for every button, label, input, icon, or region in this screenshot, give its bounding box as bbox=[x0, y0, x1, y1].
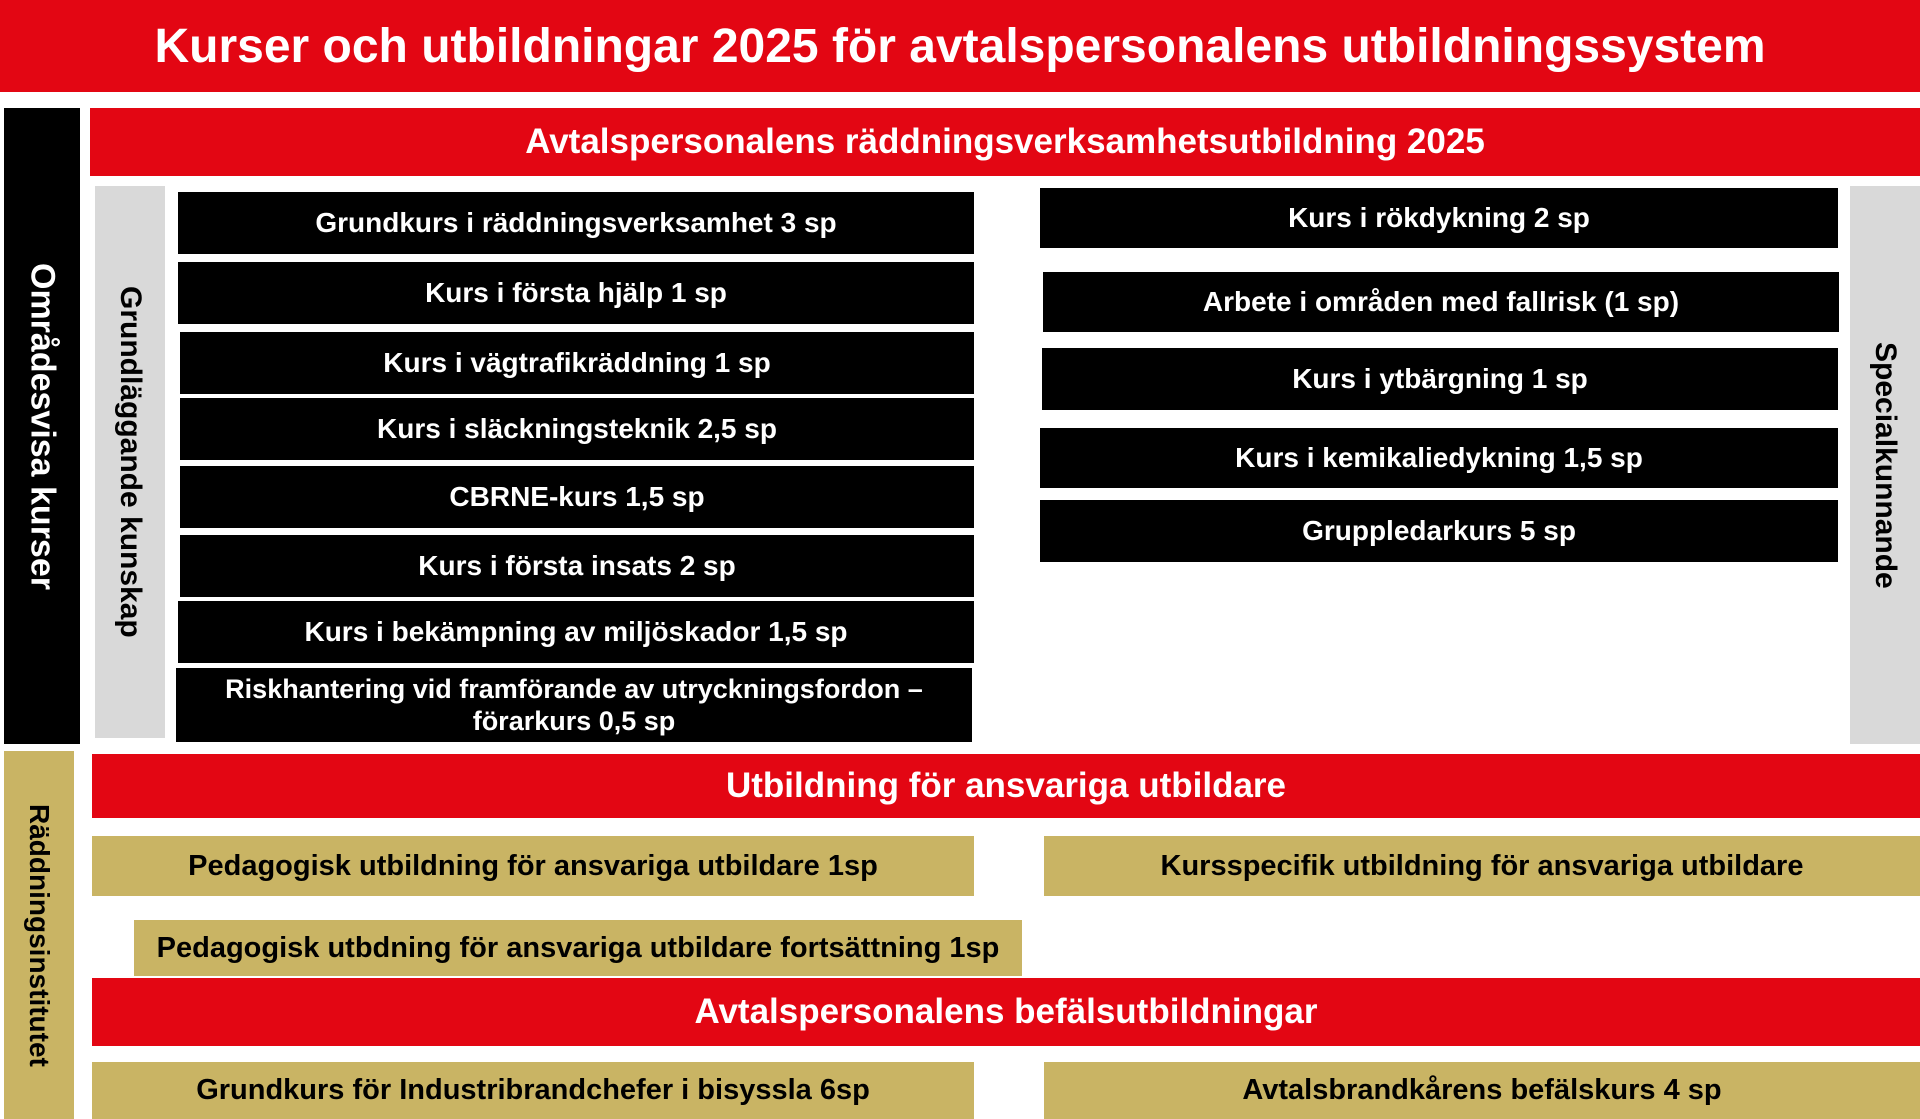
command-course: Grundkurs för Industribrandchefer i bisyssla 6sp bbox=[92, 1062, 974, 1119]
basic-course: Riskhantering vid framförande av utryckningsfordon – förarkurs 0,5 sp bbox=[176, 668, 972, 742]
raddningsinstitutet-label bbox=[4, 751, 74, 1119]
basic-course: Grundkurs i räddningsverksamhet 3 sp bbox=[178, 192, 974, 254]
trainer-course: Kursspecifik utbildning för ansvariga utbildare bbox=[1044, 836, 1920, 896]
section1-header: Avtalspersonalens räddningsverksamhetsutbildning 2025 bbox=[90, 108, 1920, 176]
trainer-course: Pedagogisk utbildning för ansvariga utbildare 1sp bbox=[92, 836, 974, 896]
section2-header: Utbildning för ansvariga utbildare bbox=[92, 754, 1920, 818]
basic-course: Kurs i bekämpning av miljöskador 1,5 sp bbox=[178, 601, 974, 663]
special-course: Gruppledarkurs 5 sp bbox=[1040, 500, 1838, 562]
special-course: Kurs i ytbärgning 1 sp bbox=[1042, 348, 1838, 410]
basic-course: Kurs i släckningsteknik 2,5 sp bbox=[180, 398, 974, 460]
page-title: Kurser och utbildningar 2025 för avtalspersonalens utbildningssystem bbox=[0, 0, 1920, 92]
special-course: Arbete i områden med fallrisk (1 sp) bbox=[1043, 272, 1839, 332]
command-course: Avtalsbrandkårens befälskurs 4 sp bbox=[1044, 1062, 1920, 1119]
specialkunnande-label bbox=[1850, 186, 1920, 744]
special-course: Kurs i kemikaliedykning 1,5 sp bbox=[1040, 428, 1838, 488]
basic-course: Kurs i första insats 2 sp bbox=[180, 535, 974, 597]
basic-course: Kurs i vägtrafikräddning 1 sp bbox=[180, 332, 974, 394]
trainer-course: Pedagogisk utbdning för ansvariga utbildare fortsättning 1sp bbox=[134, 920, 1022, 976]
basic-course: CBRNE-kurs 1,5 sp bbox=[180, 466, 974, 528]
section3-header: Avtalspersonalens befälsutbildningar bbox=[92, 978, 1920, 1046]
raddningsinstitutet-text: Räddningsinstitutet bbox=[24, 803, 55, 1067]
specialkunnande-text: Specialkunnande bbox=[1869, 341, 1902, 589]
grundlaggande-kunskap-label bbox=[95, 186, 165, 738]
grundlaggande-kunskap-text: Grundläggande kunskap bbox=[114, 286, 147, 638]
omradesvisa-kurser-label bbox=[4, 108, 80, 744]
special-course: Kurs i rökdykning 2 sp bbox=[1040, 188, 1838, 248]
omradesvisa-kurser-text: Områdesvisa kurser bbox=[23, 262, 62, 590]
basic-course: Kurs i första hjälp 1 sp bbox=[178, 262, 974, 324]
